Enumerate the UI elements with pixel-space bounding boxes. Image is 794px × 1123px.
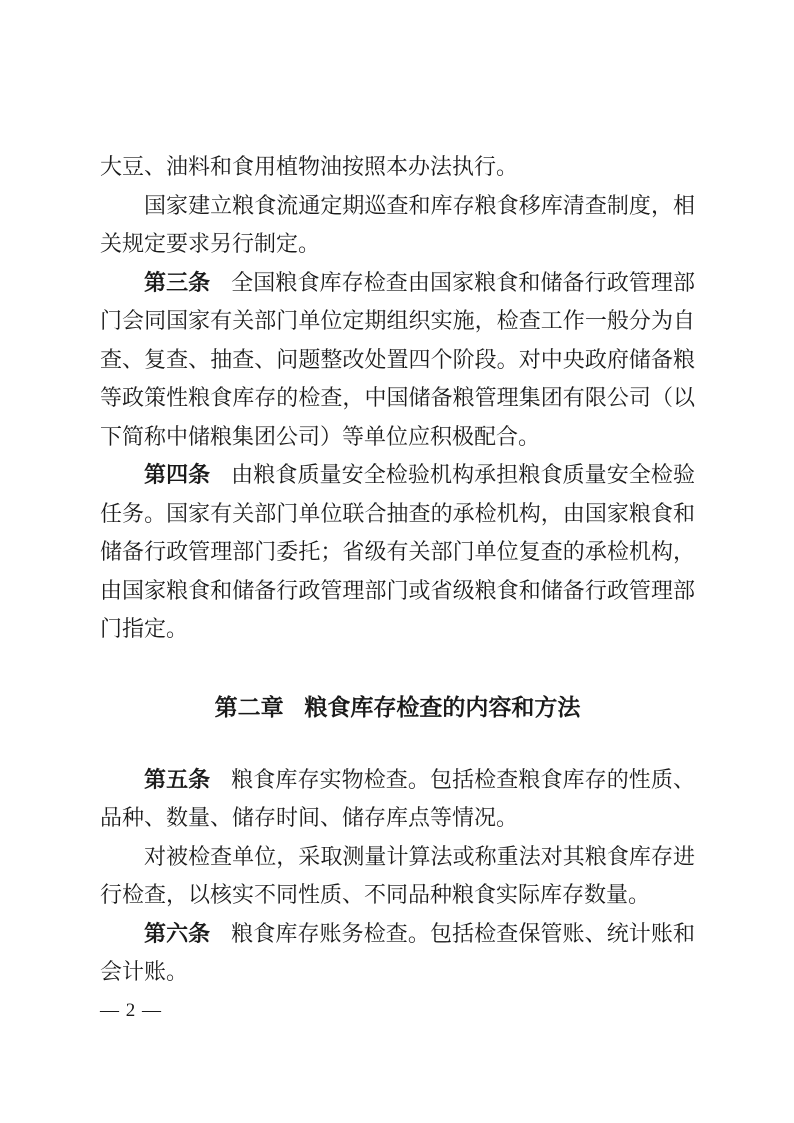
document-body — [100, 148, 695, 992]
paragraph-text: 全国粮食库存检查由国家粮食和储备行政管理部门会同国家有关部门单位定期组织实施，检查工作一般分为自查、复查、抽查、问题整改处置四个阶段。对中央政府储备粮等政策性粮食库存的检查，中国储备粮管理集团有限公司（以下简称中储粮集团公司）等单位应积极配合。 — [100, 269, 695, 449]
chapter-number: 第二章 — [214, 693, 284, 720]
paragraph-article-6 — [100, 915, 695, 992]
paragraph-text: 粮食库存账务检查。包括检查保管账、统计账和会计账。 — [100, 920, 695, 984]
article-number-label: 第六条 — [144, 920, 211, 946]
article-number-label: 第三条 — [144, 269, 211, 295]
paragraph-text: 由粮食质量安全检验机构承担粮食质量安全检验任务。国家有关部门单位联合抽查的承检机构，由国家粮食和储备行政管理部门委托；省级有关部门单位复查的承检机构，由国家粮食和储备行政管理部门或省级粮食和储备行政管理部门指定。 — [100, 462, 695, 641]
paragraph — [100, 838, 695, 915]
paragraph-text: 粮食库存实物检查。包括检查粮食库存的性质、品种、数量、储存时间、储存库点等情况。 — [100, 766, 695, 830]
paragraph-text: 对被检查单位，采取测量计算法或称重法对其粮食库存进行检查，以核实不同性质、不同品种粮食实际库存数量。 — [100, 843, 695, 907]
page-number: — 2 — — [100, 1000, 162, 1021]
paragraph-article-5 — [100, 761, 695, 838]
paragraph-text: 国家建立粮食流通定期巡查和库存粮食移库清查制度，相关规定要求另行制定。 — [100, 192, 695, 256]
paragraph — [100, 187, 695, 264]
chapter-title: 粮食库存检查的内容和方法 — [304, 693, 581, 720]
paragraph-article-3 — [100, 264, 695, 457]
paragraph-text: 大豆、油料和食用植物油按照本办法执行。 — [100, 154, 519, 179]
paragraph-article-4 — [100, 456, 695, 649]
chapter-heading — [100, 691, 695, 723]
article-number-label: 第四条 — [144, 462, 211, 487]
paragraph — [100, 148, 695, 187]
article-number-label: 第五条 — [144, 766, 211, 792]
